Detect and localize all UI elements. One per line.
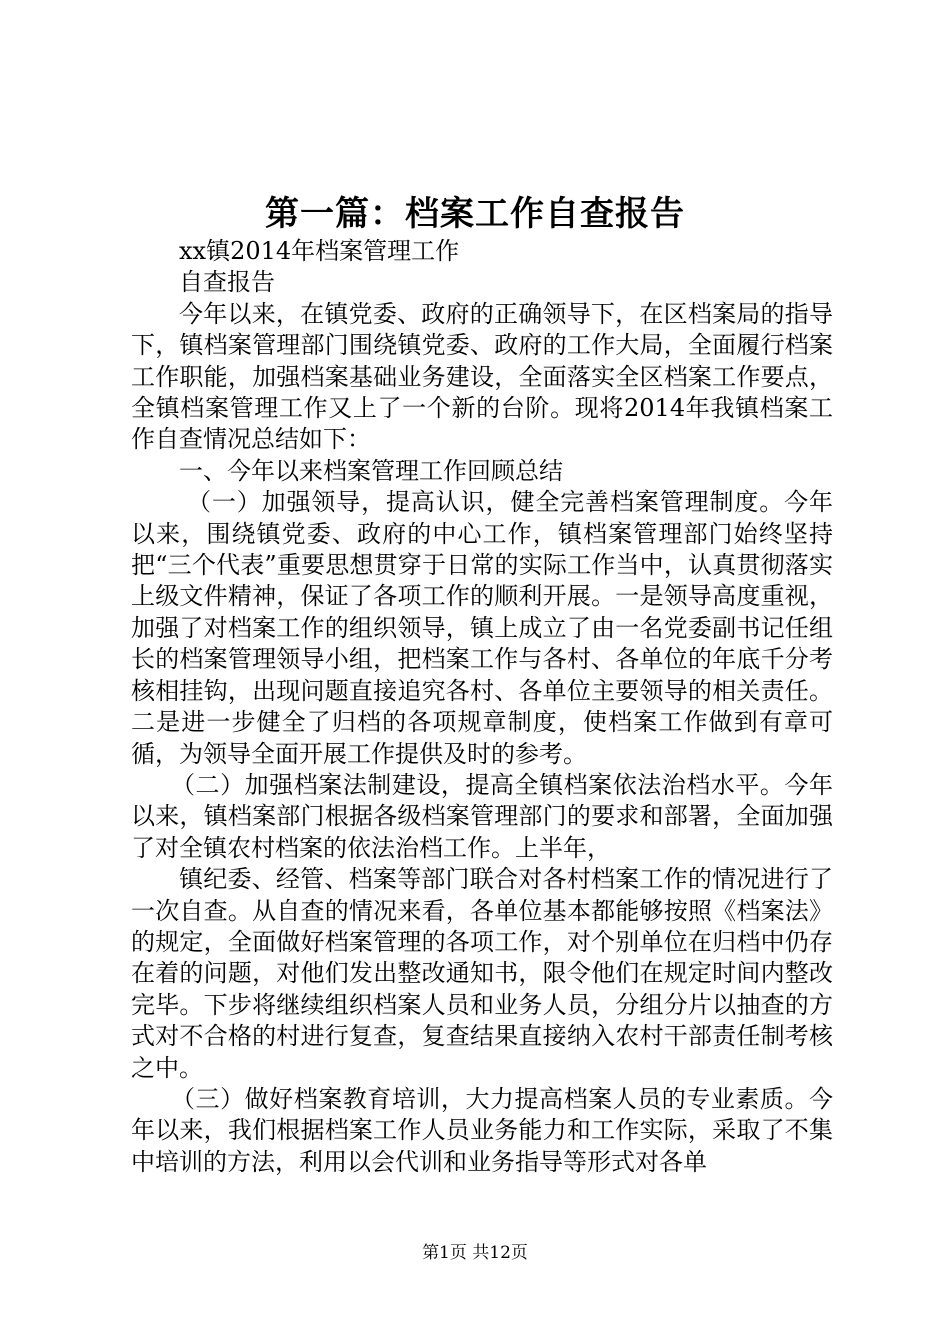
paragraph-section-3: （三）做好档案教育培训，大力提高档案人员的专业素质。今年以来，我们根据档案工作人员业务能力和工作实际，采取了不集中培训的方法，利用以会代训和业务指导等形式对各单 (131, 1084, 833, 1176)
paragraph-section-2-cont: 镇纪委、经管、档案等部门联合对各村档案工作的情况进行了一次自查。从自查的情况来看，各单位基本都能够按照《档案法》的规定，全面做好档案管理的各项工作，对个别单位在归档中仍存在着的问题，对他们发出整改通知书，限令他们在规定时间内整改完毕。下步将继续组织档案人员和业务人员，分组分片以抽查的方式对不合格的村进行复查，复查结果直接纳入农村干部责任制考核之中。 (131, 865, 833, 1082)
page-footer: 第1页 共12页 (422, 1243, 528, 1263)
paragraph-section-1: （一）加强领导，提高认识，健全完善档案管理制度。今年以来，围绕镇党委、政府的中心工作，镇档案管理部门始终坚持把“三个代表”重要思想贯穿于日常的实际工作当中，认真贯彻落实上级文件精神，保证了各项工作的顺利开展。一是领导高度重视，加强了对档案工作的组织领导，镇上成立了由一名党委副书记任组长的档案管理领导小组，把档案工作与各村、各单位的年底千分考核相挂钩，出现问题直接追究各村、各单位主要领导的相关责任。二是进一步健全了归档的各项规章制度，使档案工作做到有章可循，为领导全面开展工作提供及时的参考。 (131, 488, 833, 768)
subtitle-line-2: 自查报告 (179, 268, 275, 297)
document-body (131, 236, 833, 1178)
paragraph-section-2: （二）加强档案法制建设，提高全镇档案依法治档水平。今年以来，镇档案部门根据各级档案管理部门的要求和部署，全面加强了对全镇农村档案的依法治档工作。上半年， (131, 770, 833, 862)
subtitle-line-1: xx镇2014年档案管理工作 (179, 237, 460, 265)
paragraph-intro: 今年以来，在镇党委、政府的正确领导下，在区档案局的指导下，镇档案管理部门围绕镇党委、政府的工作大局，全面履行档案工作职能，加强档案基础业务建设，全面落实全区档案工作要点，全镇档案管理工作又上了一个新的台阶。现将2014年我镇档案工作自查情况总结如下： (131, 299, 833, 454)
document-title: 第一篇：档案工作自查报告 (265, 194, 685, 234)
section-heading: 一、今年以来档案管理工作回顾总结 (179, 456, 563, 485)
